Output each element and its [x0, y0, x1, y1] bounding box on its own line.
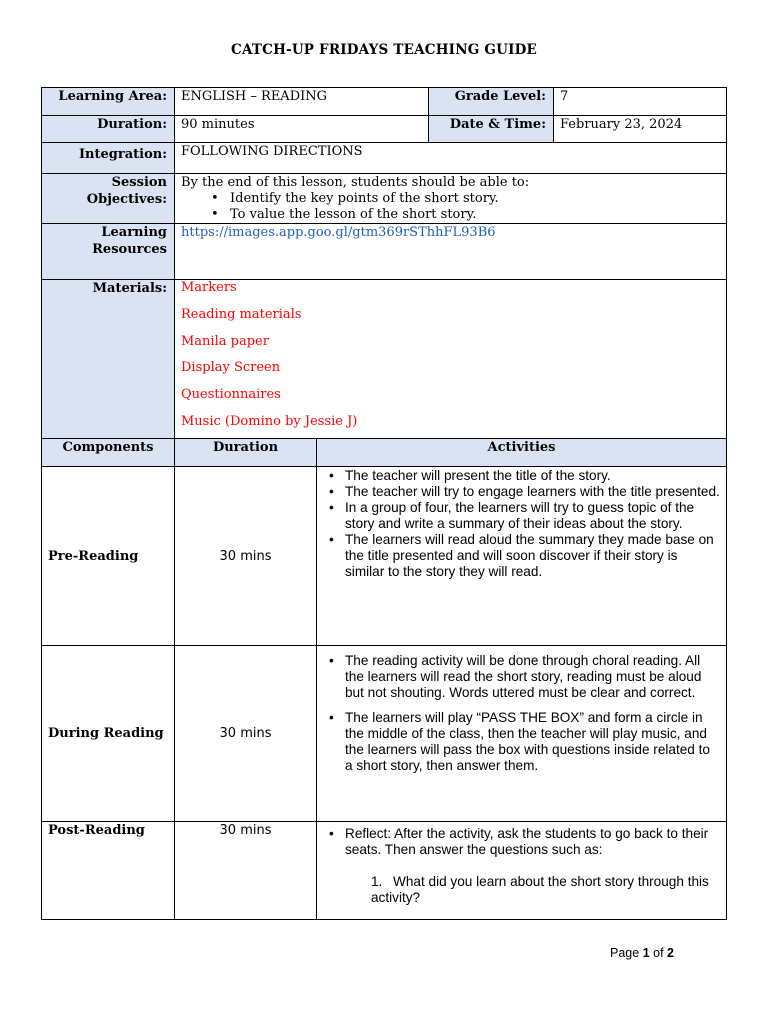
learning-area-value: ENGLISH – READING [174, 87, 429, 116]
resources-label-line-2: Resources [92, 241, 167, 257]
resource-link[interactable]: https://images.app.goo.gl/gtm369rSThhFL93B6 [181, 225, 496, 240]
materials-cell [174, 279, 727, 439]
post-reading-label: Post-Reading [48, 823, 145, 838]
resources-label-line-1: Learning [101, 225, 167, 240]
of-word: of [653, 946, 664, 960]
activity-item: • In a group of four, the learners will try to guess topic of the story and write a summary of their ideas about the story. [320, 500, 720, 532]
objective-item: • Identify the key points of the short story. [181, 191, 726, 207]
post-reading-activities [316, 821, 727, 920]
activity-item: • The learners will play “PASS THE BOX” and form a circle in the middle of the class, then the teacher will play music, and the learners will pass the box with questions inside related to a short story, then answer them. [320, 710, 720, 774]
materials-label-text: Materials: [92, 281, 167, 296]
materials-label [41, 279, 175, 439]
post-reading-component [41, 821, 175, 920]
page-number [610, 946, 674, 960]
question-text: What did you learn about the short story through this activity? [371, 874, 709, 905]
pre-reading-component [41, 466, 175, 646]
learning-resources-cell [174, 223, 727, 280]
post-reading-duration-text: 30 mins [219, 823, 272, 838]
session-objectives-cell [174, 173, 727, 224]
activity-item: • Reflect: After the activity, ask the students to go back to their seats. Then answer the questions such as: [320, 826, 720, 858]
activity-item: • The reading activity will be done through choral reading. All the learners will read the short story, reading must be aloud but not shouting. Words uttered must be clear and correct. [320, 653, 720, 701]
activity-item: • The teacher will present the title of the story. [320, 468, 720, 484]
column-header-activities: Activities [316, 438, 727, 467]
activity-item: • The learners will read aloud the summary they made base on the title presented and will soon discover if their story is similar to the story they will read. [320, 532, 720, 580]
material-item: Reading materials [181, 306, 302, 322]
material-item: Music (Domino by Jessie J) [181, 413, 358, 429]
integration-label-text: Integration: [78, 147, 167, 162]
duration-value: 90 minutes [174, 115, 429, 143]
page-current: 1 [642, 946, 650, 960]
column-header-components: Components [41, 438, 175, 467]
post-reading-duration [174, 821, 317, 920]
page-word: Page [610, 946, 640, 960]
duration-label: Duration: [41, 115, 175, 143]
grade-level-value: 7 [553, 87, 727, 116]
date-time-value: February 23, 2024 [553, 115, 727, 143]
integration-value: FOLLOWING DIRECTIONS [174, 142, 727, 174]
during-reading-component [41, 645, 175, 822]
activity-item: • The teacher will try to engage learners with the title presented. [320, 484, 720, 500]
integration-label [41, 142, 175, 174]
pre-reading-duration [174, 466, 317, 646]
pre-reading-duration-text: 30 mins [219, 548, 272, 564]
pre-reading-activity-list [320, 468, 720, 580]
grade-level-label: Grade Level: [428, 87, 554, 116]
session-label-line-2: Objectives: [86, 191, 167, 207]
objective-item: • To value the lesson of the short story. [181, 207, 726, 223]
during-reading-activity-list [320, 653, 720, 774]
date-time-label: Date & Time: [428, 115, 554, 143]
question-number: 1. [371, 874, 383, 889]
during-reading-duration [174, 645, 317, 822]
reflection-question [320, 874, 720, 906]
objectives-list [181, 191, 726, 223]
page-total: 2 [667, 946, 674, 960]
during-reading-label: During Reading [48, 726, 164, 741]
learning-resources-label [41, 223, 175, 280]
session-objectives-label [41, 173, 175, 224]
material-item: Markers [181, 280, 237, 295]
session-label-line-1: Session [111, 175, 167, 190]
session-intro: By the end of this lesson, students should be able to: [181, 175, 530, 190]
material-item: Display Screen [181, 360, 281, 376]
during-reading-duration-text: 30 mins [219, 726, 272, 741]
learning-area-label: Learning Area: [41, 87, 175, 116]
material-item: Questionnaires [181, 387, 281, 403]
during-reading-activities [316, 645, 727, 822]
post-reading-activity-list [320, 826, 720, 858]
pre-reading-label: Pre-Reading [48, 548, 139, 564]
material-item: Manila paper [181, 333, 269, 349]
page-title: CATCH-UP FRIDAYS TEACHING GUIDE [231, 42, 537, 58]
pre-reading-activities [316, 466, 727, 646]
column-header-duration: Duration [174, 438, 317, 467]
